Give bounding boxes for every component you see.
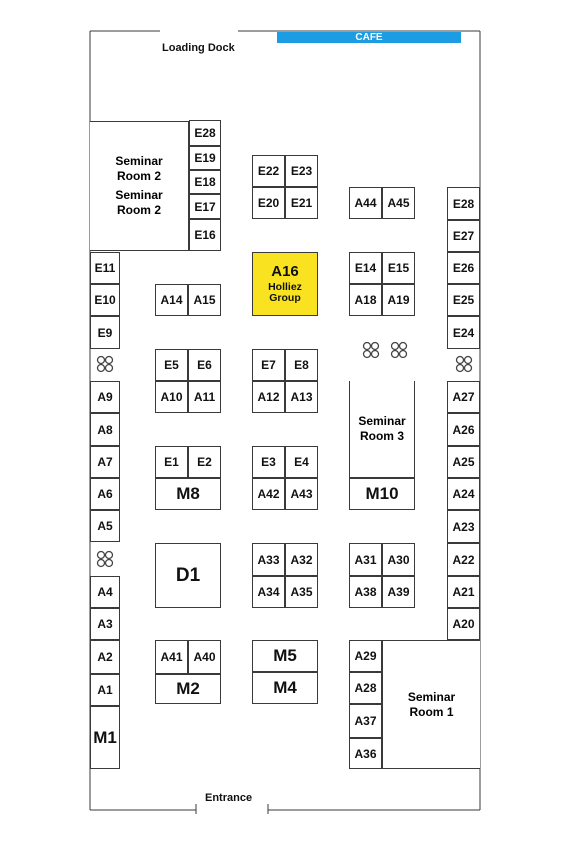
booth-a8[interactable]: A8 [90,413,120,446]
booth-e20[interactable]: E20 [252,187,285,219]
booth-e2[interactable]: E2 [188,446,221,478]
seminar-room-2-label: Seminar Room 2 [115,154,163,183]
booth-e6[interactable]: E6 [188,349,221,381]
booth-a4[interactable]: A4 [90,576,120,608]
booth-e17[interactable]: E17 [189,194,221,219]
booth-m5[interactable]: M5 [252,640,318,672]
booth-m10[interactable]: M10 [349,478,415,510]
booth-a14[interactable]: A14 [155,284,188,316]
pillar-icon [390,341,408,359]
booth-a23[interactable]: A23 [447,510,480,543]
booth-e4[interactable]: E4 [285,446,318,478]
booth-e28b[interactable]: E28 [447,187,480,220]
booth-a34[interactable]: A34 [252,576,285,608]
booth-e5[interactable]: E5 [155,349,188,381]
booth-a43[interactable]: A43 [285,478,318,510]
seminar-room-1-label: Seminar Room 1 [407,689,456,719]
booth-m1[interactable]: M1 [90,706,120,769]
booth-a15[interactable]: A15 [188,284,221,316]
booth-a21[interactable]: A21 [447,576,480,608]
booth-a30[interactable]: A30 [382,543,415,576]
booth-a45[interactable]: A45 [382,187,415,219]
booth-e7[interactable]: E7 [252,349,285,381]
booth-a44[interactable]: A44 [349,187,382,219]
booth-a6[interactable]: A6 [90,478,120,510]
booth-a16-highlighted[interactable] [252,252,318,316]
booth-a41[interactable]: A41 [155,640,188,674]
booth-e22[interactable]: E22 [252,155,285,187]
pillar-icon [96,550,114,568]
booth-e10[interactable]: E10 [90,284,120,316]
booth-e23[interactable]: E23 [285,155,318,187]
booth-a36[interactable]: A36 [349,738,382,769]
cafe-label[interactable]: CAFE [277,32,461,43]
loading-dock-label: Loading Dock [162,42,235,54]
seminar-room-3-label: Seminar Room 3 [358,414,406,443]
booth-a37[interactable]: A37 [349,704,382,738]
booth-a42[interactable]: A42 [252,478,285,510]
booth-a1[interactable]: A1 [90,674,120,706]
booth-a22[interactable]: A22 [447,543,480,576]
booth-a2[interactable]: A2 [90,640,120,674]
booth-e18[interactable]: E18 [189,170,221,194]
booth-a16-exhibitor: Holliez Group [268,280,302,304]
booth-e16[interactable]: E16 [189,219,221,251]
booth-a29[interactable]: A29 [349,640,382,672]
booth-e11[interactable]: E11 [90,252,120,284]
seminar-room-2[interactable] [90,121,189,251]
entrance-label: Entrance [205,792,253,804]
booth-a3[interactable]: A3 [90,608,120,640]
booth-e1[interactable]: E1 [155,446,188,478]
seminar-room-3[interactable] [349,381,415,478]
booth-a18[interactable]: A18 [349,284,382,316]
booth-a11[interactable]: A11 [188,381,221,413]
pillar-icon [96,355,114,373]
booth-a13[interactable]: A13 [285,381,318,413]
booth-a5[interactable]: A5 [90,510,120,542]
booth-a26[interactable]: A26 [447,413,480,446]
booth-m8[interactable]: M8 [155,478,221,510]
pillar-icon [362,341,380,359]
booth-a25[interactable]: A25 [447,446,480,478]
booth-d1[interactable]: D1 [155,543,221,608]
booth-a10[interactable]: A10 [155,381,188,413]
booth-e14[interactable]: E14 [349,252,382,284]
booth-a38[interactable]: A38 [349,576,382,608]
booth-e25[interactable]: E25 [447,284,480,316]
booth-a7[interactable]: A7 [90,446,120,478]
booth-a39[interactable]: A39 [382,576,415,608]
booth-e8[interactable]: E8 [285,349,318,381]
booth-e15[interactable]: E15 [382,252,415,284]
booth-m4[interactable]: M4 [252,672,318,704]
booth-a33[interactable]: A33 [252,543,285,576]
booth-a20[interactable]: A20 [447,608,480,640]
booth-a28[interactable]: A28 [349,672,382,704]
booth-a27[interactable]: A27 [447,381,480,413]
seminar-room-2-label: Seminar Room 2 [115,188,163,217]
booth-e26[interactable]: E26 [447,252,480,284]
booth-e24[interactable]: E24 [447,316,480,349]
booth-e19[interactable]: E19 [189,146,221,170]
booth-e3[interactable]: E3 [252,446,285,478]
booth-e27[interactable]: E27 [447,220,480,252]
booth-m2[interactable]: M2 [155,674,221,704]
booth-a31[interactable]: A31 [349,543,382,576]
booth-e21[interactable]: E21 [285,187,318,219]
booth-a32[interactable]: A32 [285,543,318,576]
booth-e9[interactable]: E9 [90,316,120,349]
booth-e28a[interactable]: E28 [189,120,221,146]
seminar-room-1[interactable] [382,640,480,769]
booth-a19[interactable]: A19 [382,284,415,316]
booth-a16-code: A16 [271,263,299,281]
booth-a9[interactable]: A9 [90,381,120,413]
booth-a35[interactable]: A35 [285,576,318,608]
booth-a40[interactable]: A40 [188,640,221,674]
booth-a24[interactable]: A24 [447,478,480,510]
booth-a12[interactable]: A12 [252,381,285,413]
pillar-icon [455,355,473,373]
